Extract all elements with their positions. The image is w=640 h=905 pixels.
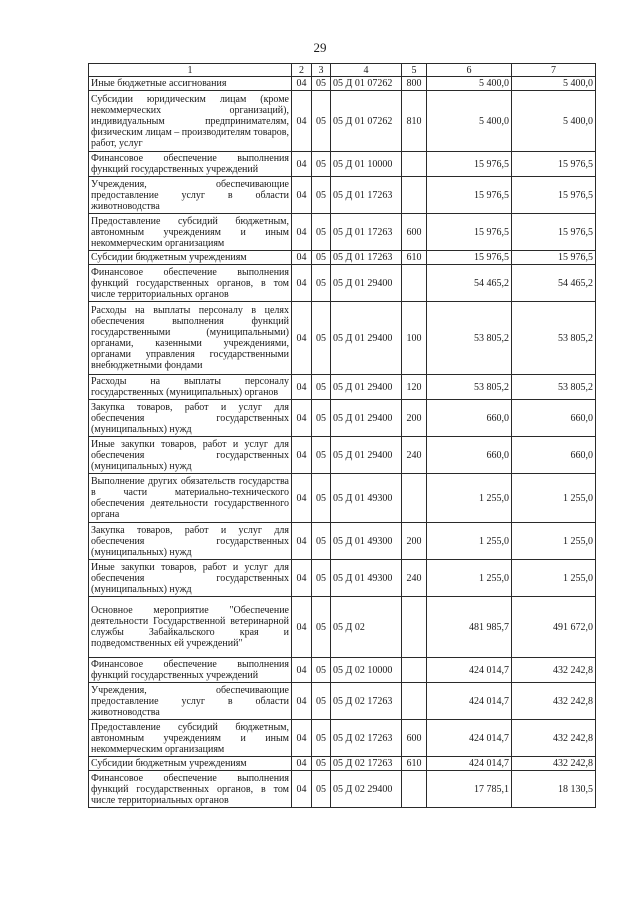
row-amount-6: 424 014,7 bbox=[427, 658, 512, 683]
row-name: Финансовое обеспечение выполнения функций государственных учреждений bbox=[89, 658, 292, 683]
header-col-6: 6 bbox=[427, 64, 512, 77]
row-section: 04 bbox=[292, 597, 312, 658]
row-amount-7: 1 255,0 bbox=[512, 560, 596, 597]
row-section: 04 bbox=[292, 720, 312, 757]
row-expense-type: 240 bbox=[402, 560, 427, 597]
row-name: Финансовое обеспечение выполнения функций государственных органов, в том числе территориальных органов bbox=[89, 265, 292, 302]
row-name: Иные бюджетные ассигнования bbox=[89, 77, 292, 91]
row-subsection: 05 bbox=[312, 214, 331, 251]
row-amount-7: 432 242,8 bbox=[512, 658, 596, 683]
row-target-code: 05 Д 01 07262 bbox=[331, 77, 402, 91]
table-row bbox=[89, 771, 596, 808]
row-amount-7: 432 242,8 bbox=[512, 757, 596, 771]
table-header-row bbox=[89, 64, 596, 77]
row-target-code: 05 Д 01 17263 bbox=[331, 177, 402, 214]
table-row bbox=[89, 597, 596, 658]
header-col-1: 1 bbox=[89, 64, 292, 77]
table-row bbox=[89, 152, 596, 177]
row-amount-7: 18 130,5 bbox=[512, 771, 596, 808]
table-row bbox=[89, 214, 596, 251]
row-expense-type bbox=[402, 771, 427, 808]
row-section: 04 bbox=[292, 251, 312, 265]
row-subsection: 05 bbox=[312, 437, 331, 474]
row-amount-6: 1 255,0 bbox=[427, 523, 512, 560]
row-name: Иные закупки товаров, работ и услуг для обеспечения государственных (муниципальных) нужд bbox=[89, 437, 292, 474]
row-section: 04 bbox=[292, 91, 312, 152]
header-col-3: 3 bbox=[312, 64, 331, 77]
row-amount-7: 491 672,0 bbox=[512, 597, 596, 658]
row-expense-type bbox=[402, 474, 427, 523]
row-expense-type: 240 bbox=[402, 437, 427, 474]
row-amount-6: 424 014,7 bbox=[427, 683, 512, 720]
row-target-code: 05 Д 01 17263 bbox=[331, 214, 402, 251]
row-section: 04 bbox=[292, 152, 312, 177]
table-row bbox=[89, 683, 596, 720]
row-subsection: 05 bbox=[312, 771, 331, 808]
row-name: Закупка товаров, работ и услуг для обеспечения государственных (муниципальных) нужд bbox=[89, 523, 292, 560]
row-section: 04 bbox=[292, 437, 312, 474]
header-col-4: 4 bbox=[331, 64, 402, 77]
row-subsection: 05 bbox=[312, 302, 331, 375]
row-name: Финансовое обеспечение выполнения функций государственных органов, в том числе территориальных органов bbox=[89, 771, 292, 808]
row-amount-6: 15 976,5 bbox=[427, 214, 512, 251]
row-expense-type: 200 bbox=[402, 400, 427, 437]
row-section: 04 bbox=[292, 214, 312, 251]
header-col-5: 5 bbox=[402, 64, 427, 77]
row-amount-7: 15 976,5 bbox=[512, 214, 596, 251]
row-subsection: 05 bbox=[312, 251, 331, 265]
table-row bbox=[89, 523, 596, 560]
row-name: Учреждения, обеспечивающие предоставление услуг в области животноводства bbox=[89, 177, 292, 214]
row-name: Субсидии бюджетным учреждениям bbox=[89, 251, 292, 265]
row-section: 04 bbox=[292, 474, 312, 523]
row-amount-7: 15 976,5 bbox=[512, 177, 596, 214]
row-name: Учреждения, обеспечивающие предоставление услуг в области животноводства bbox=[89, 683, 292, 720]
row-name: Иные закупки товаров, работ и услуг для обеспечения государственных (муниципальных) нужд bbox=[89, 560, 292, 597]
row-amount-7: 15 976,5 bbox=[512, 251, 596, 265]
row-name: Субсидии бюджетным учреждениям bbox=[89, 757, 292, 771]
row-amount-7: 432 242,8 bbox=[512, 683, 596, 720]
row-amount-6: 5 400,0 bbox=[427, 77, 512, 91]
row-target-code: 05 Д 01 49300 bbox=[331, 523, 402, 560]
row-section: 04 bbox=[292, 375, 312, 400]
table-row bbox=[89, 474, 596, 523]
row-subsection: 05 bbox=[312, 152, 331, 177]
row-amount-6: 15 976,5 bbox=[427, 177, 512, 214]
row-subsection: 05 bbox=[312, 265, 331, 302]
table-row bbox=[89, 265, 596, 302]
page-number: 29 bbox=[313, 40, 327, 55]
row-target-code: 05 Д 02 10000 bbox=[331, 658, 402, 683]
row-name: Субсидии юридическим лицам (кроме некоммерческих организаций), индивидуальным предпринимателям, физическим лицам – производителям товаров, работ, услуг bbox=[89, 91, 292, 152]
row-section: 04 bbox=[292, 302, 312, 375]
row-name: Расходы на выплаты персоналу государственных (муниципальных) органов bbox=[89, 375, 292, 400]
row-subsection: 05 bbox=[312, 757, 331, 771]
row-target-code: 05 Д 01 10000 bbox=[331, 152, 402, 177]
row-subsection: 05 bbox=[312, 658, 331, 683]
row-target-code: 05 Д 01 29400 bbox=[331, 302, 402, 375]
row-expense-type bbox=[402, 265, 427, 302]
row-name: Выполнение других обязательств государства в части материально-технического обеспечения деятельности государственного органа bbox=[89, 474, 292, 523]
row-subsection: 05 bbox=[312, 91, 331, 152]
row-amount-7: 1 255,0 bbox=[512, 523, 596, 560]
row-target-code: 05 Д 02 17263 bbox=[331, 720, 402, 757]
row-amount-6: 53 805,2 bbox=[427, 302, 512, 375]
row-name: Предоставление субсидий бюджетным, автономным учреждениям и иным некоммерческим организациям bbox=[89, 720, 292, 757]
row-amount-6: 5 400,0 bbox=[427, 91, 512, 152]
table-row bbox=[89, 91, 596, 152]
row-section: 04 bbox=[292, 77, 312, 91]
table-row bbox=[89, 177, 596, 214]
row-amount-6: 15 976,5 bbox=[427, 251, 512, 265]
row-expense-type: 120 bbox=[402, 375, 427, 400]
row-expense-type: 610 bbox=[402, 251, 427, 265]
row-expense-type: 800 bbox=[402, 77, 427, 91]
row-subsection: 05 bbox=[312, 683, 331, 720]
row-name: Закупка товаров, работ и услуг для обеспечения государственных (муниципальных) нужд bbox=[89, 400, 292, 437]
row-expense-type: 600 bbox=[402, 214, 427, 251]
row-section: 04 bbox=[292, 523, 312, 560]
row-amount-7: 53 805,2 bbox=[512, 302, 596, 375]
row-target-code: 05 Д 01 29400 bbox=[331, 265, 402, 302]
row-expense-type bbox=[402, 658, 427, 683]
row-amount-6: 1 255,0 bbox=[427, 474, 512, 523]
row-name: Предоставление субсидий бюджетным, автономным учреждениям и иным некоммерческим организациям bbox=[89, 214, 292, 251]
row-amount-7: 5 400,0 bbox=[512, 77, 596, 91]
row-amount-7: 432 242,8 bbox=[512, 720, 596, 757]
budget-table bbox=[88, 63, 596, 808]
row-section: 04 bbox=[292, 177, 312, 214]
row-expense-type: 200 bbox=[402, 523, 427, 560]
row-expense-type bbox=[402, 683, 427, 720]
row-amount-6: 424 014,7 bbox=[427, 757, 512, 771]
row-expense-type bbox=[402, 152, 427, 177]
row-amount-6: 15 976,5 bbox=[427, 152, 512, 177]
table-row bbox=[89, 375, 596, 400]
row-amount-6: 660,0 bbox=[427, 400, 512, 437]
row-subsection: 05 bbox=[312, 597, 331, 658]
row-expense-type bbox=[402, 177, 427, 214]
row-section: 04 bbox=[292, 771, 312, 808]
header-col-2: 2 bbox=[292, 64, 312, 77]
row-name: Расходы на выплаты персоналу в целях обеспечения выполнения функций государственными (муниципальными) органами, казенными учреждениями, органами управления государственными внебюджетными фондами bbox=[89, 302, 292, 375]
row-target-code: 05 Д 01 49300 bbox=[331, 560, 402, 597]
table-row bbox=[89, 560, 596, 597]
row-amount-6: 660,0 bbox=[427, 437, 512, 474]
row-subsection: 05 bbox=[312, 560, 331, 597]
row-section: 04 bbox=[292, 683, 312, 720]
row-section: 04 bbox=[292, 560, 312, 597]
row-amount-7: 5 400,0 bbox=[512, 91, 596, 152]
table-row bbox=[89, 757, 596, 771]
row-amount-6: 424 014,7 bbox=[427, 720, 512, 757]
row-subsection: 05 bbox=[312, 77, 331, 91]
table-row bbox=[89, 720, 596, 757]
row-target-code: 05 Д 02 17263 bbox=[331, 757, 402, 771]
row-amount-7: 660,0 bbox=[512, 437, 596, 474]
row-name: Основное мероприятие "Обеспечение деятельности Государственной ветеринарной службы Забайкальского края и подведомственных ей учреждений" bbox=[89, 597, 292, 658]
row-target-code: 05 Д 01 49300 bbox=[331, 474, 402, 523]
row-target-code: 05 Д 01 29400 bbox=[331, 400, 402, 437]
row-expense-type: 610 bbox=[402, 757, 427, 771]
row-expense-type: 600 bbox=[402, 720, 427, 757]
row-amount-6: 54 465,2 bbox=[427, 265, 512, 302]
row-subsection: 05 bbox=[312, 720, 331, 757]
row-target-code: 05 Д 02 17263 bbox=[331, 683, 402, 720]
row-amount-7: 53 805,2 bbox=[512, 375, 596, 400]
row-amount-7: 1 255,0 bbox=[512, 474, 596, 523]
table-row bbox=[89, 302, 596, 375]
row-subsection: 05 bbox=[312, 523, 331, 560]
row-amount-7: 54 465,2 bbox=[512, 265, 596, 302]
row-target-code: 05 Д 01 29400 bbox=[331, 437, 402, 474]
row-section: 04 bbox=[292, 658, 312, 683]
table-row bbox=[89, 437, 596, 474]
table-row bbox=[89, 251, 596, 265]
row-amount-6: 17 785,1 bbox=[427, 771, 512, 808]
row-expense-type bbox=[402, 597, 427, 658]
row-target-code: 05 Д 01 07262 bbox=[331, 91, 402, 152]
row-amount-6: 481 985,7 bbox=[427, 597, 512, 658]
row-expense-type: 810 bbox=[402, 91, 427, 152]
table-row bbox=[89, 400, 596, 437]
header-col-7: 7 bbox=[512, 64, 596, 77]
row-amount-6: 53 805,2 bbox=[427, 375, 512, 400]
row-amount-6: 1 255,0 bbox=[427, 560, 512, 597]
row-subsection: 05 bbox=[312, 177, 331, 214]
row-target-code: 05 Д 02 bbox=[331, 597, 402, 658]
row-target-code: 05 Д 01 17263 bbox=[331, 251, 402, 265]
row-amount-7: 15 976,5 bbox=[512, 152, 596, 177]
row-amount-7: 660,0 bbox=[512, 400, 596, 437]
table-row bbox=[89, 77, 596, 91]
row-subsection: 05 bbox=[312, 400, 331, 437]
row-section: 04 bbox=[292, 757, 312, 771]
row-expense-type: 100 bbox=[402, 302, 427, 375]
row-target-code: 05 Д 02 29400 bbox=[331, 771, 402, 808]
row-subsection: 05 bbox=[312, 474, 331, 523]
row-target-code: 05 Д 01 29400 bbox=[331, 375, 402, 400]
row-name: Финансовое обеспечение выполнения функций государственных учреждений bbox=[89, 152, 292, 177]
row-section: 04 bbox=[292, 265, 312, 302]
row-subsection: 05 bbox=[312, 375, 331, 400]
table-row bbox=[89, 658, 596, 683]
row-section: 04 bbox=[292, 400, 312, 437]
